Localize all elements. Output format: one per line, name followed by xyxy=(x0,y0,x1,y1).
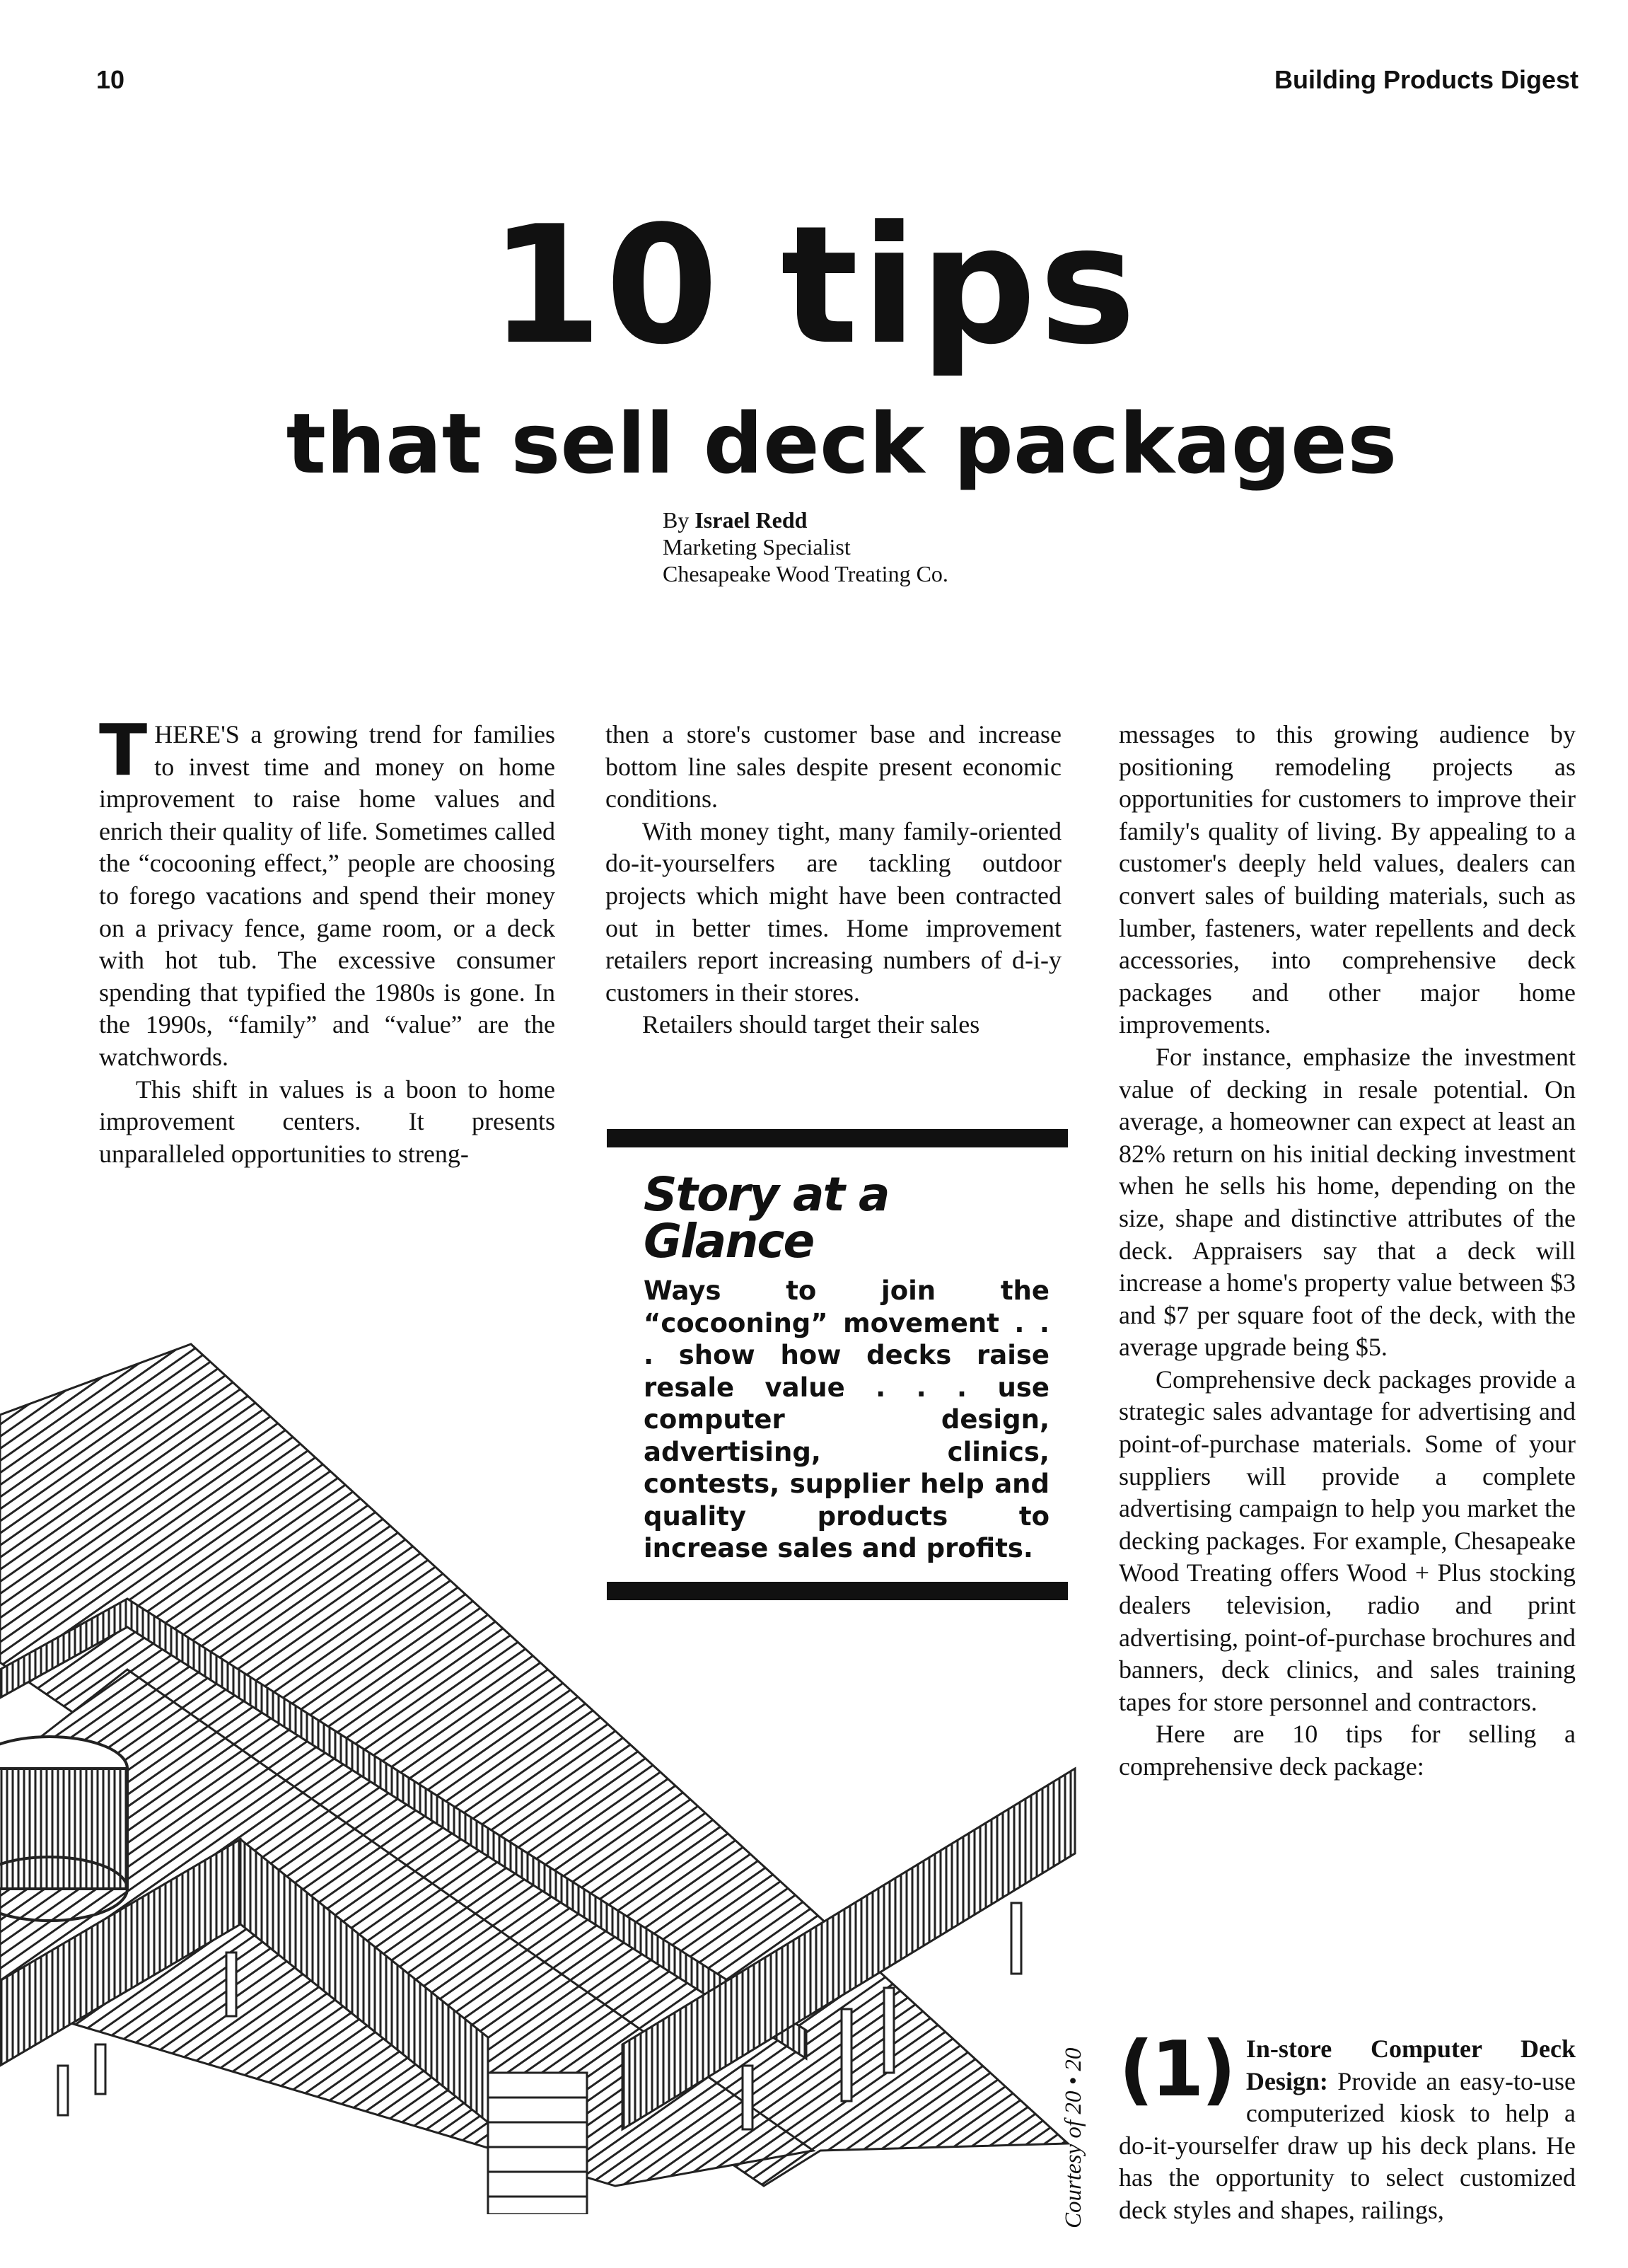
author-role: Marketing Specialist xyxy=(663,534,851,560)
byline-prefix: By xyxy=(663,507,695,533)
glance-title: Story at a Glance xyxy=(644,1167,889,1268)
paragraph xyxy=(99,709,555,1074)
byline xyxy=(663,507,948,587)
paragraph: With money tight, many family-oriented do-it-yourselfers are tackling outdoor projects which might have been contracted out in better times. Home improvement retailers report increasing numbers of d-i-y customers in their stores. xyxy=(605,816,1062,1007)
article-subtitle: that sell deck packages xyxy=(286,395,1397,492)
author-company: Chesapeake Wood Treating Co. xyxy=(663,561,948,586)
publication-name: Building Products Digest xyxy=(1274,65,1578,94)
column-1 xyxy=(99,709,555,1170)
divider-top xyxy=(607,1129,1068,1147)
deck-illustration xyxy=(0,1273,1089,2214)
tip-text: Provide an easy-to-use computerized kiosk to help a do-it-yourselfer draw up his deck plans. He has the opportunity to select customized deck styles and shapes, railings, xyxy=(1119,2066,1576,2224)
page-number: 10 xyxy=(96,65,125,94)
column-3 xyxy=(1119,719,1576,1783)
author-name: Israel Redd xyxy=(694,507,808,533)
column-2 xyxy=(605,719,1062,1041)
tip-1 xyxy=(1119,2025,1576,2227)
paragraph: For instance, emphasize the investment value of decking in resale potential. On average, a homeowner can expect at least an 82% return on his initial decking investment when he sells his home, depending on the size, shape and distinctive attributes of the deck. Appraisers say that a deck will increase a home's property value between $3 and $7 per square foot of the deck, with the average upgrade being $5. xyxy=(1119,1042,1576,1362)
paragraph: then a store's customer base and increase bottom line sales despite present economic conditions. xyxy=(605,720,1062,814)
glance-body: Ways to join the “cocooning” movement . . . show how decks raise resale value . . . use computer design, advertising, clinics, contests, supplier help and quality products to increase sales and profits. xyxy=(644,1275,1050,1563)
paragraph: messages to this growing audience by positioning remodeling projects as opportunities for customers to improve their family's quality of living. By appealing to a customer's deeply held values, dealers can convert sales of building materials, such as lumber, fasteners, water repellents and deck accessories, into comprehensive deck packages and other major home improvements. xyxy=(1119,720,1576,1039)
article-title: 10 tips xyxy=(489,192,1139,381)
paragraph: Retailers should target their sales xyxy=(642,1010,980,1039)
paragraph-text: HERE'S a growing trend for families to invest time and money on home improvement to raise home values and enrich their quality of life. Sometimes called the “cocooning effect,” people are choosing to forego vacations and spend their money on a privacy fence, game room, or a deck with hot tub. The excessive consumer spending that typified the 1980s is gone. In the 1990s, “family” and “value” are the watchwords. xyxy=(99,720,555,1071)
drop-cap: T xyxy=(99,709,148,792)
illustration-credit: Courtesy of 20 • 20 xyxy=(1061,2047,1086,2228)
paragraph: Comprehensive deck packages provide a strategic sales advantage for advertising and point-of-purchase materials. Some of your suppliers will provide a complete advertising campaign to help you market the decking packages. For example, Chesapeake Wood Treating offers Wood + Plus stocking dealers television, radio and print advertising, point-of-purchase brochures and banners, deck clinics, and sales training tapes for store personnel and contractors. xyxy=(1119,1365,1576,1716)
tip-heading: In-store Computer Deck Design: xyxy=(1245,2035,1576,2095)
paragraph: Here are 10 tips for selling a comprehensive deck package: xyxy=(1119,1720,1576,1781)
paragraph: This shift in values is a boon to home improvement centers. It presents unparalleled opportunities to streng- xyxy=(99,1075,555,1168)
tip-number: (1) xyxy=(1119,2025,1233,2114)
byline-author-line xyxy=(663,507,948,533)
